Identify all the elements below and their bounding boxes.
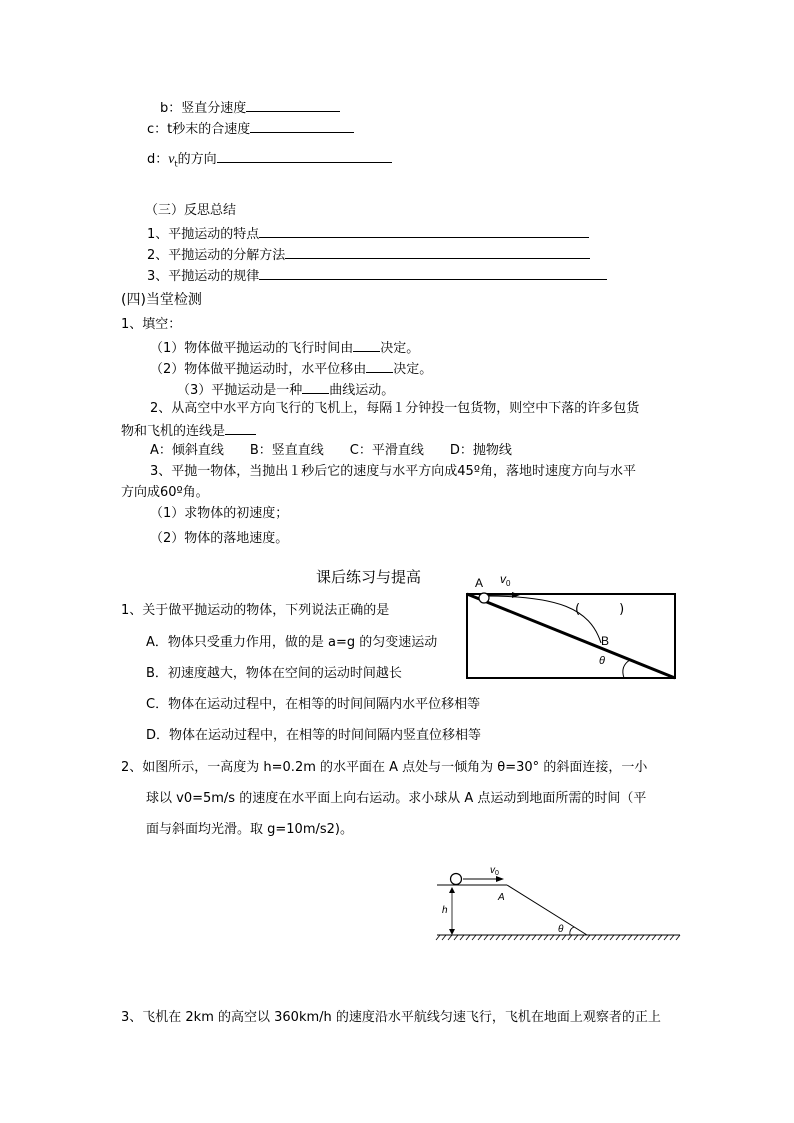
answer-blank[interactable] — [353, 337, 380, 352]
check-heading: (四)当堂检测 — [121, 292, 202, 308]
option-D: D．物体在运动过程中，在相等的时间间隔内竖直位移相等 — [146, 728, 482, 743]
label-h: h — [442, 905, 448, 916]
ground-hatch — [436, 935, 680, 940]
fill-item-3 — [177, 379, 394, 400]
practice-q2-line3: 面与斜面均光滑。取 g=10m/s2)。 — [146, 822, 353, 837]
reflect-item-1 — [147, 223, 589, 244]
reflect-item-1-text: 1、平抛运动的特点 — [147, 227, 260, 242]
option-B: B．初速度越大，物体在空间的运动时间越长 — [146, 666, 402, 681]
check-q3-line1: 3、平抛一物体，当抛出１秒后它的速度与水平方向成45º角，落地时速度方向与水平 — [150, 464, 636, 479]
velocity-subscript: t — [174, 159, 178, 169]
reflect-item-3-text: 3、平抛运动的规律 — [147, 269, 260, 284]
label-v: v — [500, 572, 506, 586]
label-v-sub: 0 — [495, 870, 499, 877]
question-c-text: c：t秒末的合速度 — [147, 122, 251, 137]
answer-blank[interactable] — [250, 118, 354, 133]
answer-blank[interactable] — [246, 97, 340, 112]
check-q3-sub1: （1）求物体的初速度； — [150, 506, 289, 521]
label-theta: θ — [558, 924, 564, 935]
incline-figure-2 — [432, 860, 682, 945]
ball — [479, 593, 489, 603]
question-d-suffix: 的方向 — [177, 152, 217, 167]
angle-arc — [623, 660, 630, 678]
answer-blank[interactable] — [302, 379, 329, 394]
answer-blank[interactable] — [217, 148, 392, 163]
fill-heading: 1、填空： — [121, 317, 182, 332]
option-C: C．物体在运动过程中，在相等的时间间隔内水平位移相等 — [146, 697, 481, 712]
check-q2-line1: 2、从高空中水平方向飞行的飞机上，每隔１分钟投一包货物，则空中下落的许多包货 — [150, 401, 640, 416]
answer-bracket[interactable]: ( ) — [575, 602, 625, 617]
practice-q2-line1: 2、如图所示，一高度为 h=0.2m 的水平面在 A 点处与一倾角为 θ=30° 的斜面连接，一小 — [121, 760, 648, 775]
velocity-symbol: v — [168, 152, 175, 167]
incline-figure-1 — [462, 570, 680, 682]
check-q3-line2: 方向成60º角。 — [121, 485, 209, 500]
fill-item-2-a: （2）物体做平抛运动时，水平位移由 — [150, 362, 367, 377]
ball — [451, 874, 462, 885]
fill-item-1 — [150, 337, 419, 358]
answer-blank[interactable] — [366, 358, 393, 373]
practice-q1-stem: 1、关于做平抛运动的物体，下列说法正确的是 — [121, 603, 390, 618]
practice-q2-line2: 球以 v0=5m/s 的速度在水平面上向右运动。求小球从 A 点运动到地面所需的时间（平 — [146, 791, 647, 806]
label-v: v — [490, 865, 495, 876]
label-B: B — [601, 634, 610, 648]
angle-arc — [570, 927, 574, 935]
practice-q3-line1: 3、飞机在 2km 的高空以 360km/h 的速度沿水平航线匀速飞行，飞机在地面上观察者的正上 — [121, 1010, 661, 1025]
check-q2-line2 — [121, 420, 256, 441]
answer-blank[interactable] — [259, 265, 607, 280]
fill-item-1-a: （1）物体做平抛运动的飞行时间由 — [150, 341, 354, 356]
check-q3-sub2: （2）物体的落地速度。 — [150, 531, 289, 546]
reflect-item-2 — [147, 244, 590, 265]
label-A: A — [498, 892, 505, 903]
slope — [507, 885, 587, 935]
reflect-item-2-text: 2、平抛运动的分解方法 — [147, 248, 286, 263]
height-arrow-down — [449, 929, 455, 935]
label-v0 — [490, 865, 499, 877]
height-arrow-up — [449, 887, 455, 893]
label-theta: θ — [599, 655, 605, 667]
question-d-prefix: d： — [147, 152, 169, 167]
question-b — [160, 97, 340, 118]
after-class-title: 课后练习与提高 — [316, 568, 422, 586]
label-A: A — [475, 576, 484, 590]
reflect-item-3 — [147, 265, 607, 286]
check-q2-options: A：倾斜直线 B：竖直直线 C：平滑直线 D：抛物线 — [150, 443, 512, 458]
fill-item-2 — [150, 358, 432, 379]
question-d — [147, 148, 392, 174]
fill-item-1-b: 决定。 — [380, 341, 420, 356]
option-A: A．物体只受重力作用，做的是 a=g 的匀变速运动 — [146, 635, 438, 650]
label-v-sub: 0 — [506, 579, 511, 588]
question-b-text: b：竖直分速度 — [160, 101, 247, 116]
answer-blank[interactable] — [259, 223, 589, 238]
answer-blank[interactable] — [285, 244, 590, 259]
incline-surface — [467, 594, 675, 678]
question-c — [147, 118, 354, 139]
fill-item-3-a: （3）平抛运动是一种 — [177, 383, 303, 398]
fill-item-2-b: 决定。 — [393, 362, 433, 377]
answer-blank[interactable] — [225, 420, 256, 435]
check-q2-line2-text: 物和飞机的连线是 — [121, 424, 226, 439]
reflect-heading: （三）反思总结 — [145, 203, 237, 218]
fill-item-3-b: 曲线运动。 — [329, 383, 395, 398]
label-v0 — [500, 572, 511, 588]
